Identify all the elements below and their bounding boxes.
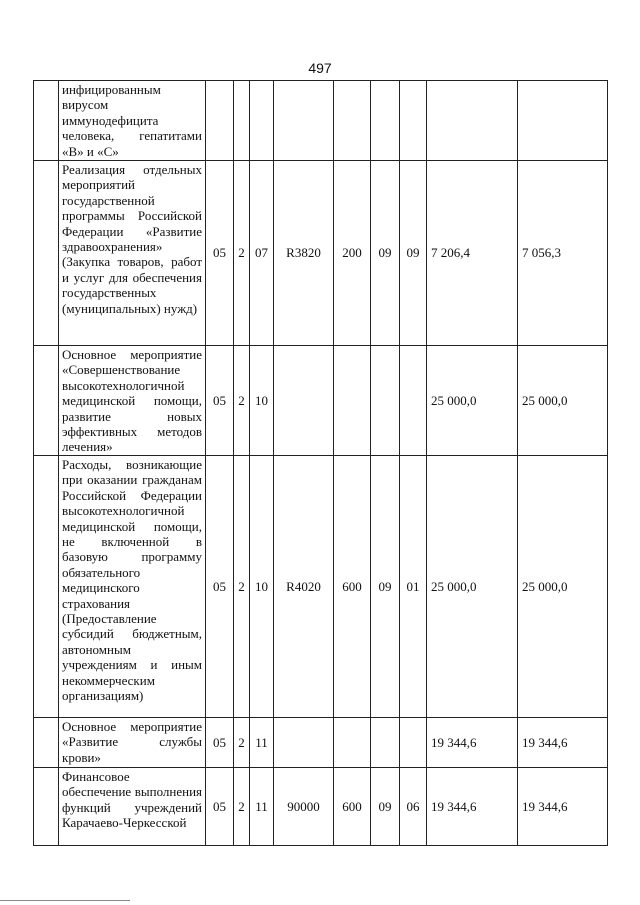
code-cell [206,81,234,161]
table-row [34,456,608,718]
table-row [34,718,608,768]
description-cell: Расходы, возникающие при оказании гражданам Российской Федерации высокотехнологичной медицинской помощи, не включенной в базовую программу обязательного медицинского страхования (Предоставление субсидий бюджетным, автономным учреждениям и иным некоммерческим организациям) [59,456,206,718]
code-cell: 05 [206,161,234,346]
expense-type-cell [334,346,371,456]
target-article-cell: R3820 [274,161,334,346]
code-cell: 2 [234,768,250,846]
target-article-cell [274,346,334,456]
amount-cell [518,81,608,161]
code-cell [250,81,274,161]
subsection-cell [400,718,427,768]
subsection-cell: 06 [400,768,427,846]
amount-cell: 7 056,3 [518,161,608,346]
section-cell: 09 [371,456,400,718]
code-cell: 2 [234,456,250,718]
expense-type-cell: 600 [334,768,371,846]
code-cell: 05 [206,718,234,768]
description-cell: Финансовое обеспечение выполнения функций учреждений Карачаево-Черкесской [59,768,206,846]
amount-cell: 25 000,0 [518,346,608,456]
amount-cell: 25 000,0 [518,456,608,718]
budget-table [33,80,608,846]
page-bottom-rule [0,900,130,901]
code-cell: 05 [206,456,234,718]
code-cell: 11 [250,718,274,768]
amount-cell: 19 344,6 [518,718,608,768]
table-row [34,346,608,456]
amount-cell: 25 000,0 [427,346,518,456]
amount-cell: 25 000,0 [427,456,518,718]
description-cell: Реализация отдельных мероприятий государственной программы Российской Федерации «Развитие здравоохранения» (Закупка товаров, работ и услуг для обеспечения государственных (муниципальных) нужд) [59,161,206,346]
amount-cell: 19 344,6 [427,718,518,768]
section-cell [371,718,400,768]
code-cell: 2 [234,161,250,346]
subsection-cell [400,346,427,456]
code-cell: 07 [250,161,274,346]
subsection-cell [400,81,427,161]
amount-cell: 7 206,4 [427,161,518,346]
target-article-cell: R4020 [274,456,334,718]
expense-type-cell [334,718,371,768]
amount-cell: 19 344,6 [427,768,518,846]
target-article-cell [274,718,334,768]
expense-type-cell [334,81,371,161]
table-row [34,161,608,346]
number-cell [34,456,59,718]
section-cell [371,346,400,456]
code-cell: 05 [206,768,234,846]
target-article-cell [274,81,334,161]
code-cell: 11 [250,768,274,846]
expense-type-cell: 600 [334,456,371,718]
amount-cell: 19 344,6 [518,768,608,846]
table-row [34,81,608,161]
section-cell [371,81,400,161]
code-cell [234,81,250,161]
number-cell [34,718,59,768]
subsection-cell: 01 [400,456,427,718]
expense-type-cell: 200 [334,161,371,346]
description-cell: Основное мероприятие «Развитие службы крови» [59,718,206,768]
target-article-cell: 90000 [274,768,334,846]
amount-cell [427,81,518,161]
code-cell: 10 [250,346,274,456]
code-cell: 2 [234,346,250,456]
description-cell: инфицированным вирусом иммунодефицита человека, гепатитами «В» и «С» [59,81,206,161]
code-cell: 05 [206,346,234,456]
code-cell: 2 [234,718,250,768]
number-cell [34,768,59,846]
table-row [34,768,608,846]
page-number: 497 [308,60,332,76]
code-cell: 10 [250,456,274,718]
section-cell: 09 [371,161,400,346]
subsection-cell: 09 [400,161,427,346]
number-cell [34,161,59,346]
number-cell [34,81,59,161]
section-cell: 09 [371,768,400,846]
number-cell [34,346,59,456]
description-cell: Основное мероприятие «Совершенствование высокотехнологичной медицинской помощи, развитие новых эффективных методов лечения» [59,346,206,456]
